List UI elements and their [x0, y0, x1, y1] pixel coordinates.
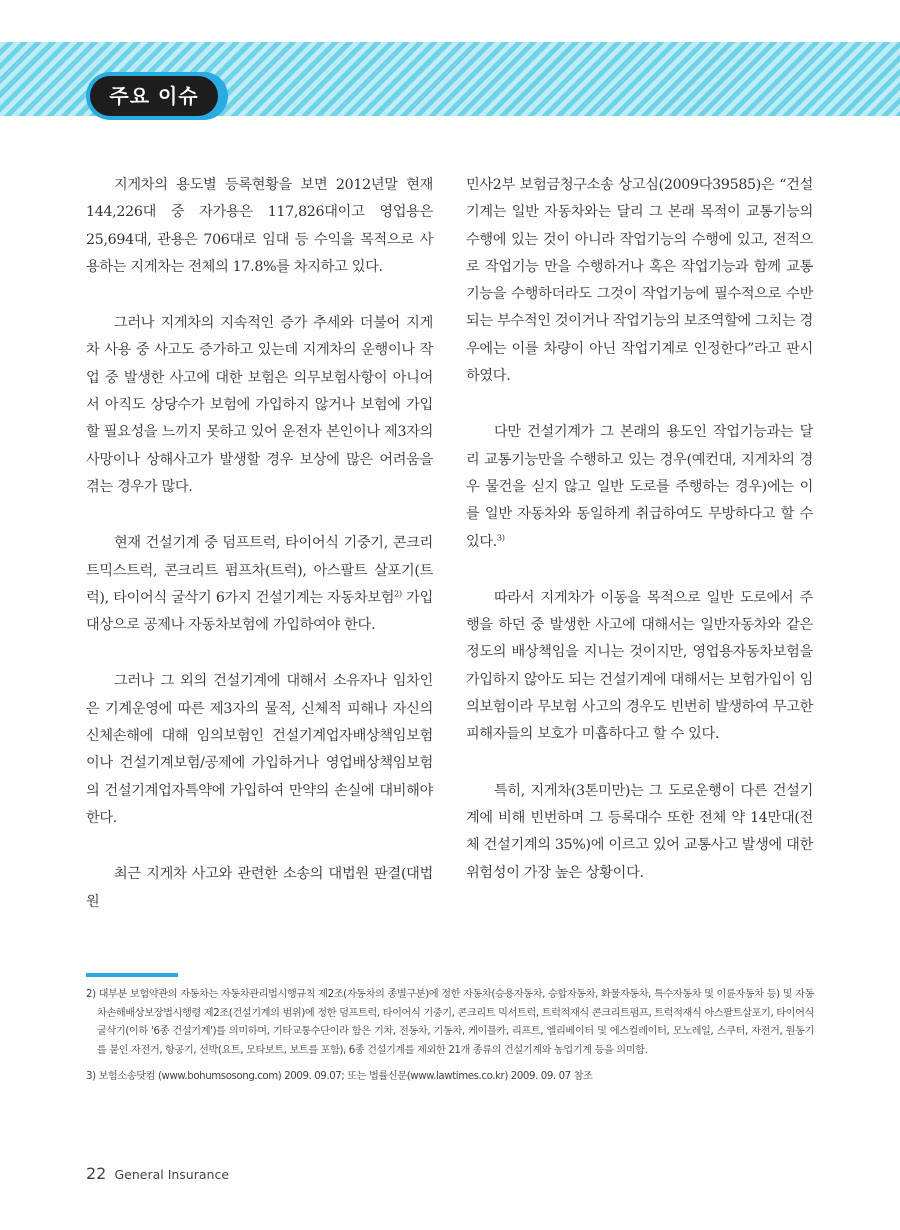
paragraph-text: 가입대상으로 공제나 자동차보험에 가입하여야 한다. — [86, 589, 433, 634]
paragraph: 그러나 그 외의 건설기계에 대해서 소유자나 임차인은 기계운영에 따른 제3자의 물적, 신체적 피해나 자신의 신체손해에 대해 임의보험인 건설기계업자배상책임보험이나 건설기계보험/공제에 가입하거나 영업배상책임보험의 건설기계업자특약에 가입하여 만약의 손실에 대비해야 한다. — [86, 673, 433, 826]
section-badge-label: 주요 이슈 — [90, 76, 218, 116]
paragraph: 특히, 지게차(3톤미만)는 그 도로운행이 다른 건설기계에 비해 빈번하며 그 등록대수 또한 전체 약 14만대(전체 건설기계의 35%)에 이르고 있어 교통사고 발생에 대한 위험성이 가장 높은 상황이다. — [466, 782, 813, 881]
paragraph-text: 다만 건설기계가 그 본래의 용도인 작업기능과는 달리 교통기능만을 수행하고 있는 경우(예컨대, 지게차의 경우 물건을 싣지 않고 일반 도로를 주행하는 경우)에는 이를 일반 자동차와 동일하게 취급하여도 무방하다고 할 수 있다. — [466, 424, 813, 550]
publication-name: General Insurance — [114, 1167, 230, 1182]
footnote-ref: 2) — [394, 589, 402, 599]
paragraph: 그러나 지게차의 지속적인 증가 추세와 더불어 지게차 사용 중 사고도 증가하고 있는데 지게차의 운행이나 작업 중 발생한 사고에 대한 보험은 의무보험사항이 아니어서 아직도 상당수가 보험에 가입하지 않거나 보험에 가입할 필요성을 느끼지 못하고 있어 운전자 본인이나 제3자의 사망이나 상해사고가 발생할 경우 보상에 많은 어려움을 겪는 경우가 많다. — [86, 315, 433, 495]
page-number: 22 — [86, 1164, 107, 1183]
footnote-ref: 3) — [497, 532, 505, 542]
paragraph: 지게차의 용도별 등록현황을 보면 2012년말 현재 144,226대 중 자가용은 117,826대이고 영업용은 25,694대, 관용은 706대로 임대 등 수익을 목적으로 사용하는 지게차는 전체의 17.8%를 차지하고 있다. — [86, 177, 433, 275]
footnote-divider — [86, 973, 178, 977]
footnote: 2) 대부분 보험약관의 자동차는 자동차관리법시행규칙 제2조(자동차의 종별구분)에 정한 자동차(승용자동차, 승합자동차, 화물자동차, 특수자동차 및 이륜자동차 등) 및 자동차손해배상보장법시행령 제2조(건설기계의 범위)에 정한 덤프트럭, 타이어식 기중기, 콘크리트 믹서트럭, 트럭적재식 콘크리트펌프, 트럭적재식 아스팔트살포기, 타이어식 굴삭기(이하 '6종 건설기계')를 의미하며, 기타교통수단이라 함은 기차, 전동차, 기동차, 케이블카, 리프트, 엘리베이터 및 에스컬레이터, 모노레일, 스쿠터, 자전거, 원동기를 붙인 자전거, 항공기, 선박(요트, 모타보트, 보트를 포함), 6종 건설기계를 제외한 21개 종류의 건설기계와 농업기계 등을 의미함. — [86, 989, 814, 1056]
paragraph — [466, 419, 813, 555]
footnote: 3) 보험소송닷컴 (www.bohumsosong.com) 2009. 09.07; 또는 법률신문(www.lawtimes.co.kr) 2009. 09. 07 참조 — [86, 1071, 593, 1083]
paragraph: 민사2부 보험금청구소송 상고심(2009다39585)은 “건설기계는 일반 자동차와는 달리 그 본래 목적이 교통기능의 수행에 있는 것이 아니라 작업기능의 수행에 있고, 전적으로 작업기능 만을 수행하거나 혹은 작업기능과 함께 교통기능을 수행하더라도 그것이 작업기능에 필수적으로 수반되는 부수적인 것이거나 작업기능의 보조역할에 그치는 경우에는 이를 차량이 아닌 작업기계로 인정한다”라고 판시하였다. — [466, 177, 813, 385]
section-badge — [86, 72, 228, 120]
paragraph: 따라서 지게차가 이동을 목적으로 일반 도로에서 주행을 하던 중 발생한 사고에 대해서는 일반자동차와 같은 정도의 배상책임을 지니는 것이지만, 영업용자동차보험을 가입하지 않아도 되는 건설기계에 대해서는 보험가입이 임의보험이라 무보험 사고의 경우도 빈번히 발생하여 무고한 피해자들의 보호가 미흡하다고 할 수 있다. — [466, 589, 813, 743]
right-column — [466, 172, 813, 887]
left-column — [86, 172, 433, 916]
page-footer — [86, 1164, 229, 1183]
paragraph — [86, 530, 433, 639]
paragraph: 최근 지게차 사고와 관련한 소송의 대법원 판결(대법원 — [86, 866, 433, 910]
footnotes — [86, 986, 814, 1095]
paragraph-text: 현재 건설기계 중 덤프트럭, 타이어식 기중기, 콘크리트믹스트럭, 콘크리트 펌프차(트럭), 아스팔트 살포기(트럭), 타이어식 굴삭기 6가지 건설기계는 자동차보험 — [86, 535, 433, 606]
